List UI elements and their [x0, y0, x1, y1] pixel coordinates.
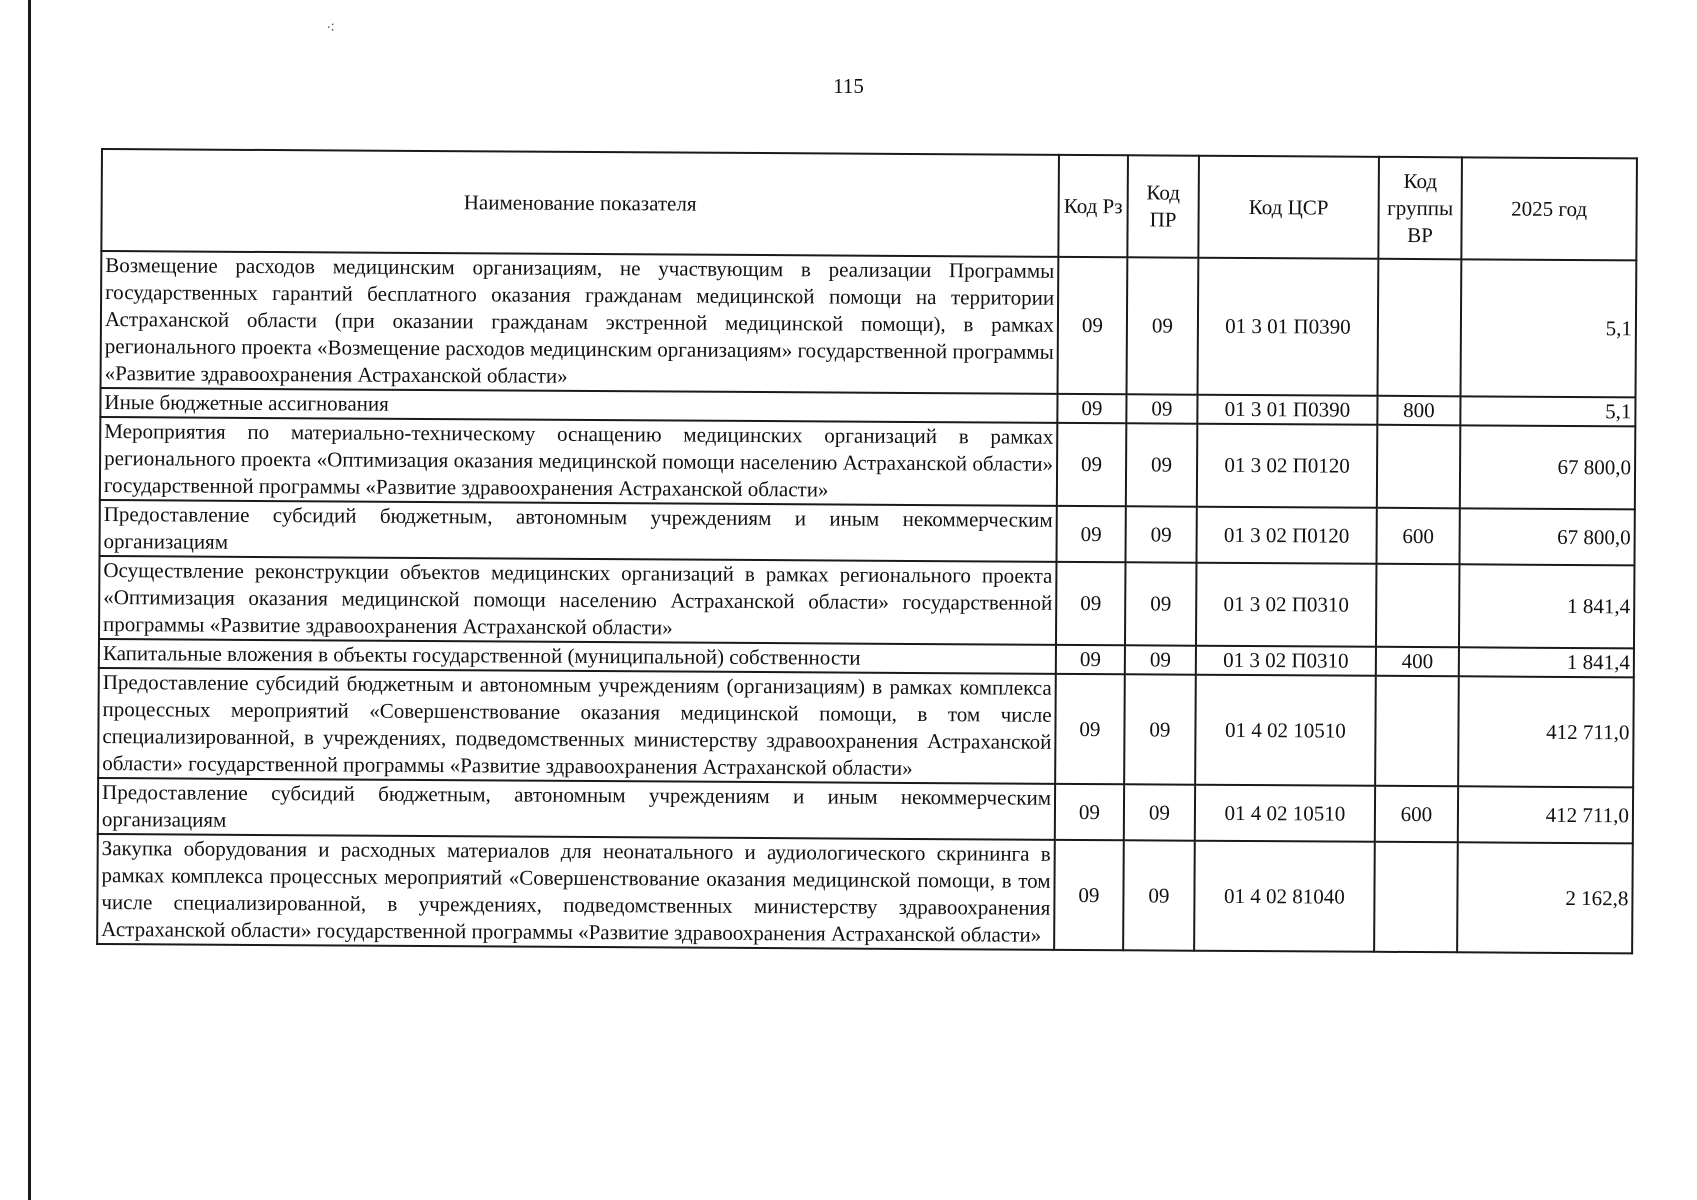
table-row — [100, 500, 1635, 565]
table-row — [97, 834, 1633, 953]
row-amount: 1 841,4 — [1459, 647, 1634, 677]
budget-table — [96, 148, 1638, 954]
row-csr: 01 3 02 П0310 — [1196, 563, 1377, 647]
row-pr: 09 — [1127, 257, 1199, 394]
row-amount: 412 711,0 — [1458, 676, 1634, 787]
row-vr: 800 — [1377, 396, 1460, 426]
row-rz: 09 — [1054, 840, 1124, 950]
row-vr: 400 — [1376, 647, 1459, 677]
row-vr — [1375, 676, 1459, 787]
row-amount: 67 800,0 — [1459, 508, 1634, 565]
header-pr: Код ПР — [1127, 155, 1199, 257]
header-vr: Код группы ВР — [1378, 157, 1462, 260]
header-rz: Код Рз — [1058, 155, 1128, 257]
row-csr: 01 3 01 П0390 — [1197, 395, 1377, 425]
row-vr — [1378, 259, 1462, 397]
table-row — [100, 417, 1635, 509]
row-name: Предоставление субсидий бюджетным и автономным учреждениям (организациям) в рамках комплекса процессных мероприятий «Совершенствование оказания медицинской помощи, в том числе специализированной, в учреждениях, подведомственных министерству здравоохранения Астраханской области» государственной программы «Развитие здравоохранения Астраханской области» — [98, 668, 1056, 784]
row-pr: 09 — [1123, 840, 1195, 950]
row-amount: 412 711,0 — [1458, 786, 1633, 843]
row-name: Мероприятия по материально-техническому оснащению медицинских организаций в рамках регионального проекта «Оптимизация оказания медицинской помощи населению Астраханской области» государственной программы «Развитие здравоохранения Астраханской области» — [100, 417, 1057, 506]
row-csr: 01 3 02 П0310 — [1196, 646, 1376, 676]
row-pr: 09 — [1124, 674, 1196, 784]
row-name: Предоставление субсидий бюджетным, автономным учреждениям и иным некоммерческим организациям — [100, 500, 1057, 562]
header-csr: Код ЦСР — [1198, 156, 1379, 259]
row-name: Капитальные вложения в объекты государственной (муниципальной) собственности — [99, 639, 1056, 674]
row-name: Иные бюджетные ассигнования — [100, 388, 1057, 423]
table-row — [98, 668, 1634, 787]
table-row — [99, 556, 1634, 648]
header-name: Наименование показателя — [101, 149, 1059, 257]
row-vr — [1374, 842, 1458, 953]
table-row — [101, 251, 1637, 397]
row-vr: 600 — [1375, 786, 1458, 843]
row-name: Закупка оборудования и расходных материалов для неонатального и аудиологического скрининга в рамках комплекса процессных мероприятий «Совершенствование оказания медицинской помощи, в том числе специализированной, в учреждениях, подведомственных министерству здравоохранения Астраханской области» государственной программы «Развитие здравоохранения Астраханской области» — [97, 834, 1055, 950]
row-rz: 09 — [1056, 562, 1126, 645]
row-vr — [1377, 425, 1461, 509]
row-pr: 09 — [1126, 394, 1197, 423]
row-amount: 5,1 — [1461, 259, 1637, 397]
row-pr: 09 — [1125, 645, 1196, 674]
row-name: Возмещение расходов медицинским организациям, не участвующим в реализации Программы государственных гарантий бесплатного оказания гражданам медицинской помощи на территории Астраханской области (при оказании гражданам экстренной медицинской помощи), в рамках регионального проекта «Возмещение расходов медицинским организациям» государственной программы «Развитие здравоохранения Астраханской области» — [101, 251, 1059, 394]
row-rz: 09 — [1056, 506, 1125, 562]
row-pr: 09 — [1124, 784, 1195, 840]
row-amount: 2 162,8 — [1457, 842, 1633, 953]
row-pr: 09 — [1125, 562, 1197, 645]
row-rz: 09 — [1055, 784, 1124, 840]
row-pr: 09 — [1125, 506, 1196, 562]
row-vr — [1376, 564, 1460, 648]
row-name: Предоставление субсидий бюджетным, автономным учреждениям и иным некоммерческим организациям — [98, 778, 1055, 840]
row-amount: 67 800,0 — [1460, 425, 1636, 509]
row-csr: 01 4 02 81040 — [1194, 841, 1375, 952]
row-amount: 5,1 — [1460, 396, 1635, 426]
header-year: 2025 год — [1461, 157, 1637, 260]
table-header-row — [101, 149, 1637, 260]
binding-edge-line — [28, 0, 31, 1200]
row-rz: 09 — [1058, 257, 1128, 394]
row-csr: 01 3 02 П0120 — [1196, 507, 1376, 564]
row-csr: 01 3 02 П0120 — [1197, 424, 1378, 508]
row-csr: 01 4 02 10510 — [1195, 675, 1376, 786]
row-vr: 600 — [1376, 508, 1459, 565]
row-rz: 09 — [1056, 645, 1125, 674]
table-row — [98, 778, 1633, 843]
row-rz: 09 — [1057, 394, 1126, 423]
row-rz: 09 — [1057, 423, 1127, 506]
row-csr: 01 4 02 10510 — [1195, 785, 1375, 842]
row-amount: 1 841,4 — [1459, 564, 1635, 648]
scan-speck: ⁖ — [326, 20, 336, 37]
row-csr: 01 3 01 П0390 — [1198, 258, 1379, 396]
row-name: Осуществление реконструкции объектов медицинских организаций в рамках регионального проекта «Оптимизация оказания медицинской помощи населению Астраханской области» государственной программы «Развитие здравоохранения Астраханской области» — [99, 556, 1056, 645]
row-pr: 09 — [1126, 423, 1198, 506]
page-number: 115 — [833, 74, 864, 98]
row-rz: 09 — [1055, 674, 1125, 784]
